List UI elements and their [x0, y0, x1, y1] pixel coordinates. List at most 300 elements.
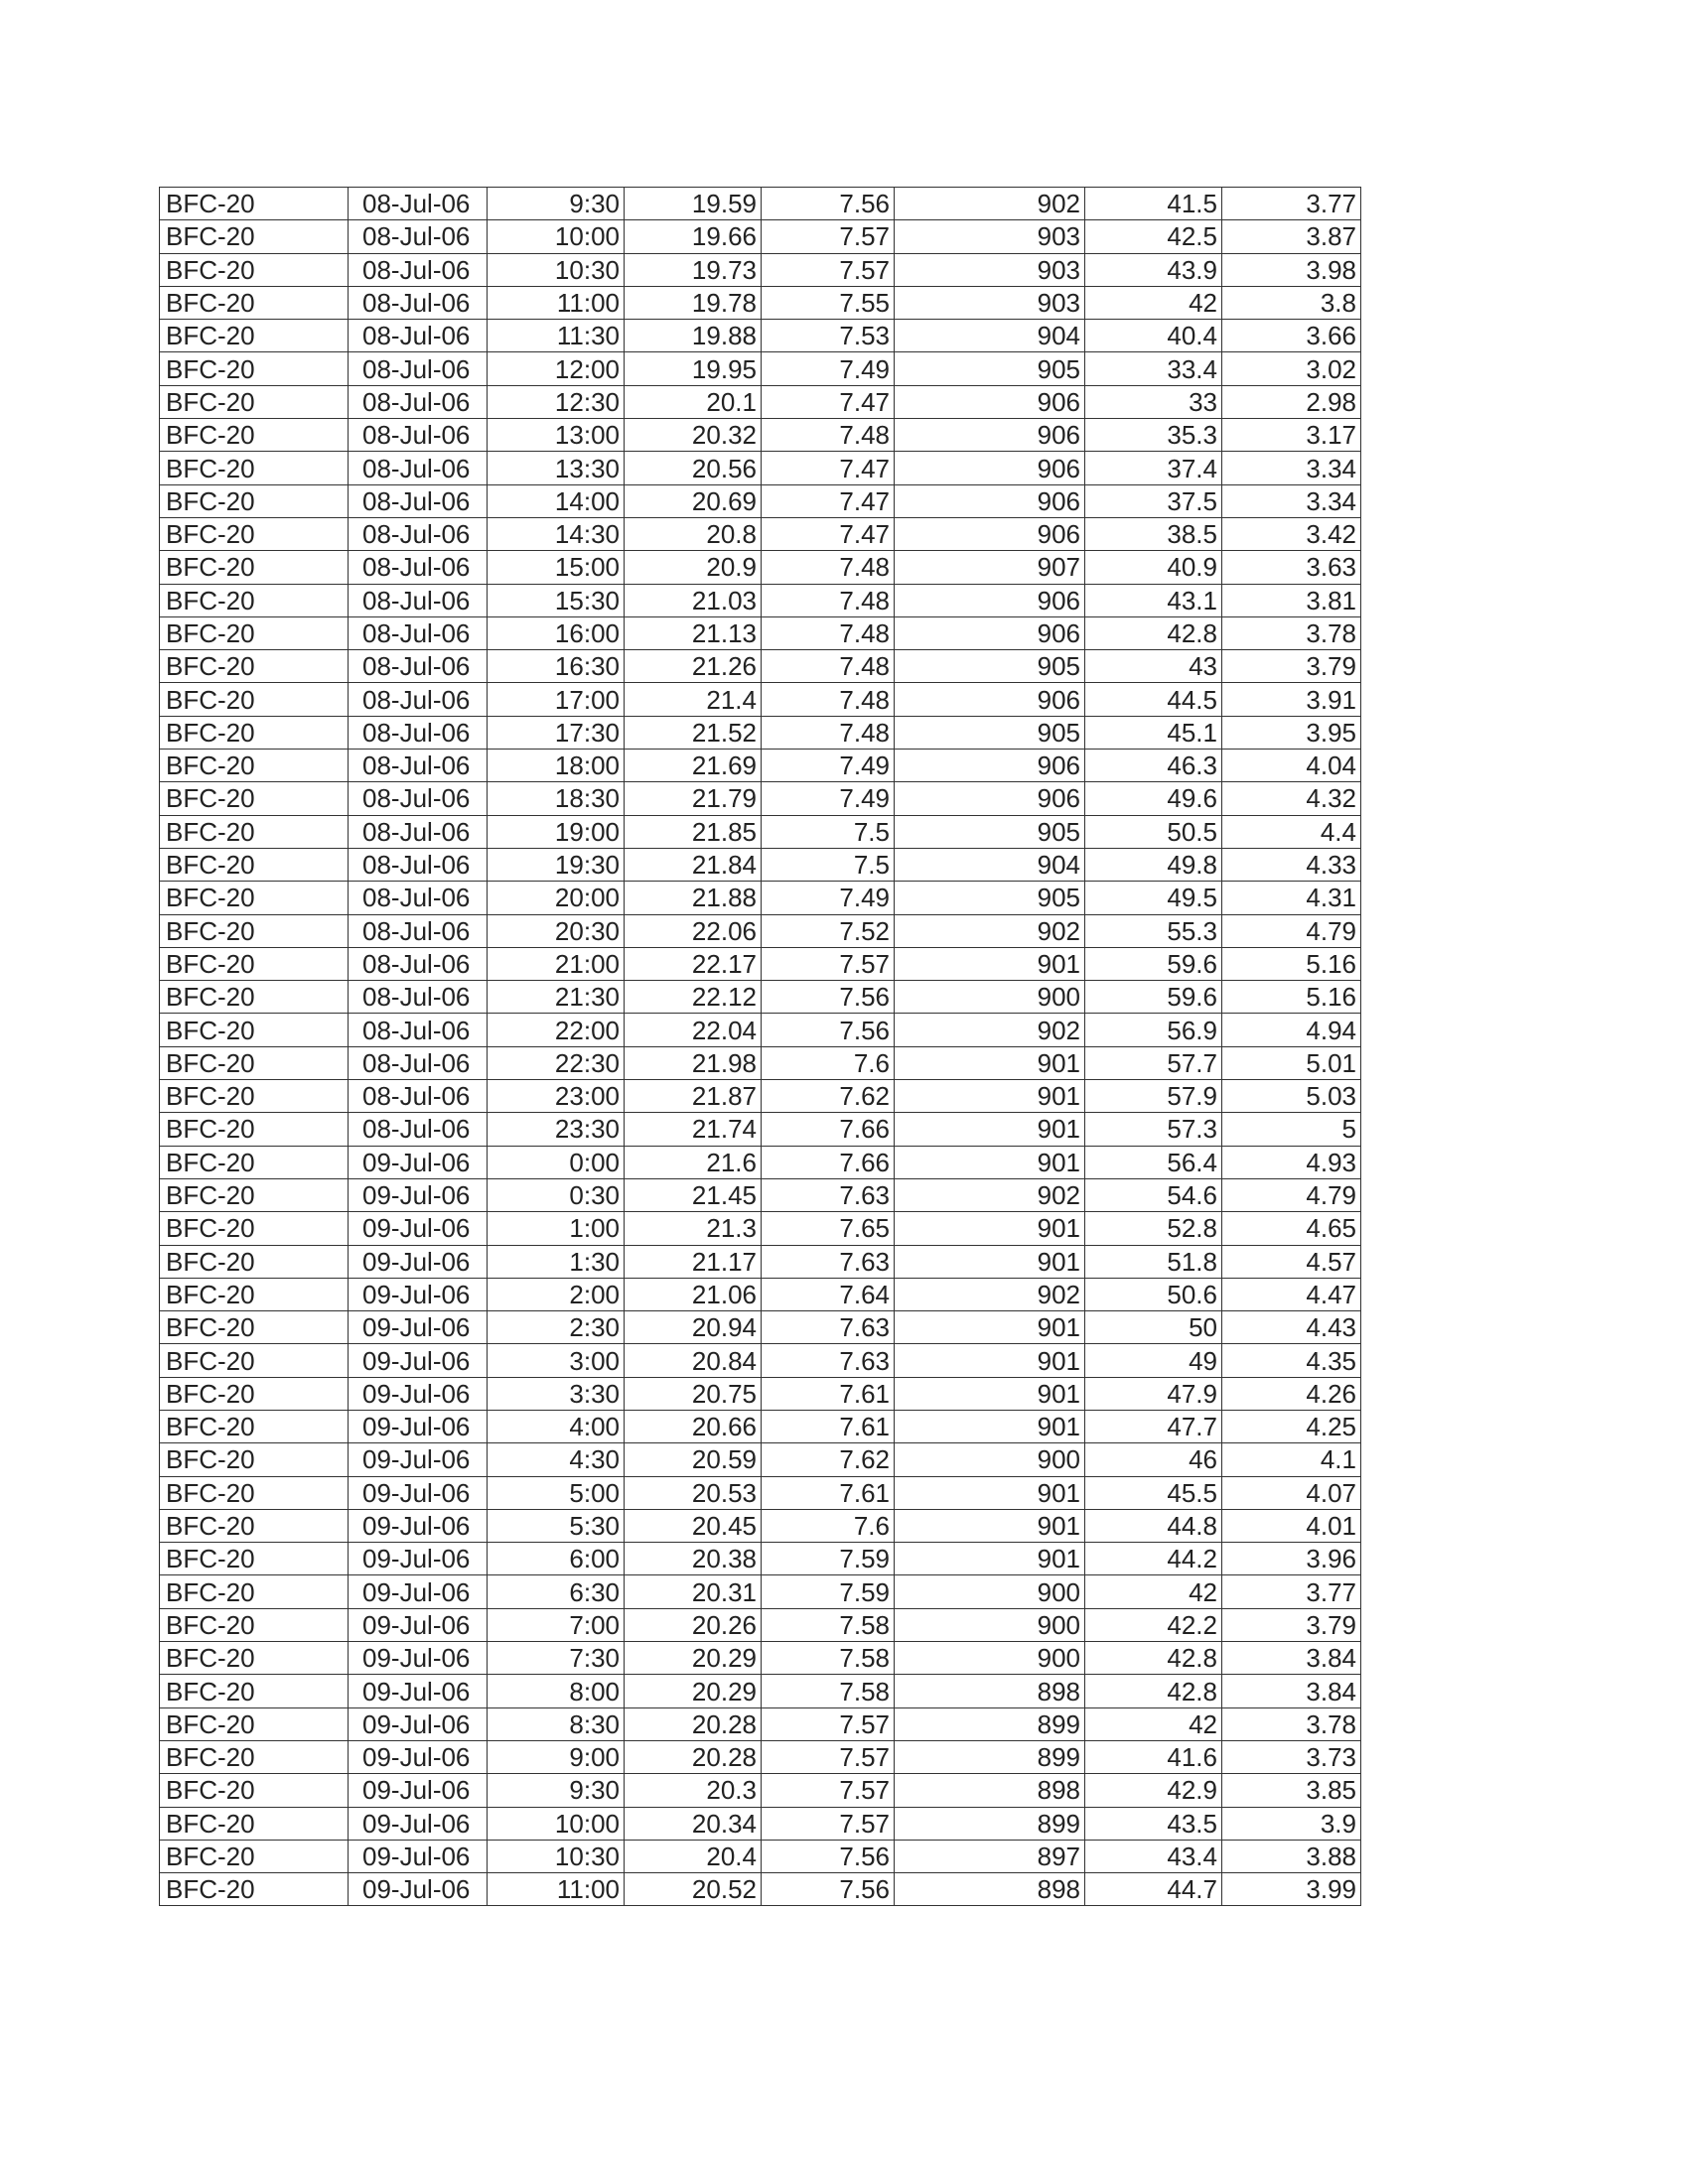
value3-cell: 901 [895, 947, 1085, 980]
value5-cell: 5 [1222, 1113, 1361, 1146]
time-cell: 4:30 [488, 1443, 625, 1476]
value2-cell: 7.57 [762, 947, 895, 980]
value5-cell: 5.03 [1222, 1080, 1361, 1113]
value3-cell: 906 [895, 452, 1085, 484]
value3-cell: 904 [895, 848, 1085, 881]
table-row [160, 848, 1361, 881]
date-cell: 08-Jul-06 [349, 914, 488, 947]
value4-cell: 56.9 [1085, 1014, 1222, 1046]
table-row [160, 1014, 1361, 1046]
value1-cell: 20.52 [625, 1873, 762, 1906]
time-cell: 17:30 [488, 716, 625, 749]
value1-cell: 20.9 [625, 551, 762, 584]
value3-cell: 907 [895, 551, 1085, 584]
value2-cell: 7.63 [762, 1245, 895, 1278]
value2-cell: 7.61 [762, 1476, 895, 1509]
value4-cell: 41.6 [1085, 1740, 1222, 1773]
time-cell: 22:30 [488, 1046, 625, 1079]
value3-cell: 898 [895, 1873, 1085, 1906]
time-cell: 18:30 [488, 782, 625, 815]
table-row [160, 1046, 1361, 1079]
value3-cell: 906 [895, 616, 1085, 649]
date-cell: 08-Jul-06 [349, 716, 488, 749]
time-cell: 10:00 [488, 1807, 625, 1840]
value4-cell: 43.9 [1085, 253, 1222, 286]
date-cell: 08-Jul-06 [349, 385, 488, 418]
value2-cell: 7.65 [762, 1212, 895, 1245]
value3-cell: 900 [895, 1642, 1085, 1675]
table-row [160, 750, 1361, 782]
time-cell: 1:00 [488, 1212, 625, 1245]
date-cell: 09-Jul-06 [349, 1344, 488, 1377]
value4-cell: 42.8 [1085, 616, 1222, 649]
date-cell: 08-Jul-06 [349, 484, 488, 517]
value4-cell: 49.6 [1085, 782, 1222, 815]
value5-cell: 4.94 [1222, 1014, 1361, 1046]
table-row [160, 517, 1361, 550]
date-cell: 09-Jul-06 [349, 1212, 488, 1245]
date-cell: 08-Jul-06 [349, 551, 488, 584]
site-id-cell: BFC-20 [160, 716, 349, 749]
value5-cell: 3.02 [1222, 352, 1361, 385]
value3-cell: 898 [895, 1774, 1085, 1807]
site-id-cell: BFC-20 [160, 1278, 349, 1310]
table-row [160, 452, 1361, 484]
site-id-cell: BFC-20 [160, 320, 349, 352]
date-cell: 09-Jul-06 [349, 1509, 488, 1542]
site-id-cell: BFC-20 [160, 1642, 349, 1675]
value2-cell: 7.57 [762, 1740, 895, 1773]
value1-cell: 20.1 [625, 385, 762, 418]
value1-cell: 20.59 [625, 1443, 762, 1476]
value4-cell: 42.5 [1085, 220, 1222, 253]
site-id-cell: BFC-20 [160, 1675, 349, 1707]
value4-cell: 59.6 [1085, 947, 1222, 980]
value5-cell: 3.85 [1222, 1774, 1361, 1807]
value5-cell: 4.31 [1222, 882, 1361, 914]
site-id-cell: BFC-20 [160, 1608, 349, 1641]
value5-cell: 3.99 [1222, 1873, 1361, 1906]
value3-cell: 901 [895, 1311, 1085, 1344]
value2-cell: 7.57 [762, 253, 895, 286]
value1-cell: 21.69 [625, 750, 762, 782]
date-cell: 08-Jul-06 [349, 584, 488, 616]
time-cell: 16:30 [488, 650, 625, 683]
value4-cell: 54.6 [1085, 1178, 1222, 1211]
value1-cell: 20.31 [625, 1575, 762, 1608]
value5-cell: 4.79 [1222, 914, 1361, 947]
value3-cell: 902 [895, 188, 1085, 220]
value5-cell: 3.9 [1222, 1807, 1361, 1840]
value1-cell: 20.75 [625, 1377, 762, 1410]
time-cell: 11:00 [488, 1873, 625, 1906]
value5-cell: 3.8 [1222, 286, 1361, 319]
time-cell: 23:00 [488, 1080, 625, 1113]
value3-cell: 903 [895, 220, 1085, 253]
value5-cell: 3.79 [1222, 650, 1361, 683]
value5-cell: 3.77 [1222, 1575, 1361, 1608]
value4-cell: 50 [1085, 1311, 1222, 1344]
value4-cell: 47.7 [1085, 1410, 1222, 1442]
value4-cell: 37.4 [1085, 452, 1222, 484]
value3-cell: 901 [895, 1245, 1085, 1278]
time-cell: 8:00 [488, 1675, 625, 1707]
date-cell: 09-Jul-06 [349, 1245, 488, 1278]
site-id-cell: BFC-20 [160, 1212, 349, 1245]
value5-cell: 4.43 [1222, 1311, 1361, 1344]
time-cell: 12:00 [488, 352, 625, 385]
site-id-cell: BFC-20 [160, 1410, 349, 1442]
table-row [160, 716, 1361, 749]
time-cell: 15:00 [488, 551, 625, 584]
value2-cell: 7.57 [762, 1807, 895, 1840]
site-id-cell: BFC-20 [160, 1113, 349, 1146]
value5-cell: 3.63 [1222, 551, 1361, 584]
site-id-cell: BFC-20 [160, 253, 349, 286]
value3-cell: 906 [895, 750, 1085, 782]
value4-cell: 42 [1085, 1575, 1222, 1608]
time-cell: 21:30 [488, 981, 625, 1014]
value4-cell: 56.4 [1085, 1146, 1222, 1178]
site-id-cell: BFC-20 [160, 1740, 349, 1773]
value4-cell: 42 [1085, 286, 1222, 319]
value1-cell: 20.32 [625, 419, 762, 452]
value1-cell: 21.26 [625, 650, 762, 683]
value3-cell: 901 [895, 1080, 1085, 1113]
site-id-cell: BFC-20 [160, 683, 349, 716]
value1-cell: 20.94 [625, 1311, 762, 1344]
value3-cell: 901 [895, 1212, 1085, 1245]
table-row [160, 551, 1361, 584]
value4-cell: 45.5 [1085, 1476, 1222, 1509]
table-row [160, 1377, 1361, 1410]
site-id-cell: BFC-20 [160, 782, 349, 815]
site-id-cell: BFC-20 [160, 352, 349, 385]
data-table [159, 187, 1361, 1906]
value3-cell: 900 [895, 1575, 1085, 1608]
date-cell: 08-Jul-06 [349, 286, 488, 319]
value4-cell: 50.6 [1085, 1278, 1222, 1310]
table-row [160, 1509, 1361, 1542]
value5-cell: 3.95 [1222, 716, 1361, 749]
site-id-cell: BFC-20 [160, 1245, 349, 1278]
value2-cell: 7.53 [762, 320, 895, 352]
table-row [160, 419, 1361, 452]
table-row [160, 1178, 1361, 1211]
value1-cell: 20.28 [625, 1740, 762, 1773]
time-cell: 20:30 [488, 914, 625, 947]
table-row [160, 584, 1361, 616]
table-row [160, 1873, 1361, 1906]
value4-cell: 35.3 [1085, 419, 1222, 452]
value4-cell: 38.5 [1085, 517, 1222, 550]
site-id-cell: BFC-20 [160, 286, 349, 319]
value3-cell: 902 [895, 914, 1085, 947]
date-cell: 08-Jul-06 [349, 188, 488, 220]
value4-cell: 40.9 [1085, 551, 1222, 584]
value2-cell: 7.5 [762, 848, 895, 881]
value2-cell: 7.66 [762, 1113, 895, 1146]
value1-cell: 21.85 [625, 815, 762, 848]
time-cell: 11:00 [488, 286, 625, 319]
value4-cell: 49.5 [1085, 882, 1222, 914]
value4-cell: 49 [1085, 1344, 1222, 1377]
value2-cell: 7.48 [762, 716, 895, 749]
value4-cell: 57.9 [1085, 1080, 1222, 1113]
date-cell: 08-Jul-06 [349, 253, 488, 286]
date-cell: 09-Jul-06 [349, 1873, 488, 1906]
table-row [160, 1278, 1361, 1310]
value2-cell: 7.56 [762, 981, 895, 1014]
time-cell: 11:30 [488, 320, 625, 352]
table-row [160, 815, 1361, 848]
value5-cell: 4.1 [1222, 1443, 1361, 1476]
site-id-cell: BFC-20 [160, 188, 349, 220]
value3-cell: 899 [895, 1807, 1085, 1840]
site-id-cell: BFC-20 [160, 1046, 349, 1079]
value1-cell: 21.74 [625, 1113, 762, 1146]
value5-cell: 4.07 [1222, 1476, 1361, 1509]
date-cell: 09-Jul-06 [349, 1377, 488, 1410]
value3-cell: 901 [895, 1146, 1085, 1178]
value4-cell: 46.3 [1085, 750, 1222, 782]
value2-cell: 7.62 [762, 1080, 895, 1113]
time-cell: 18:00 [488, 750, 625, 782]
value5-cell: 4.26 [1222, 1377, 1361, 1410]
value5-cell: 4.4 [1222, 815, 1361, 848]
value4-cell: 45.1 [1085, 716, 1222, 749]
time-cell: 13:00 [488, 419, 625, 452]
table-row [160, 981, 1361, 1014]
site-id-cell: BFC-20 [160, 1774, 349, 1807]
value5-cell: 3.84 [1222, 1642, 1361, 1675]
value3-cell: 902 [895, 1014, 1085, 1046]
date-cell: 08-Jul-06 [349, 320, 488, 352]
value1-cell: 21.79 [625, 782, 762, 815]
value1-cell: 21.98 [625, 1046, 762, 1079]
value1-cell: 19.66 [625, 220, 762, 253]
value4-cell: 42 [1085, 1707, 1222, 1740]
value5-cell: 3.78 [1222, 1707, 1361, 1740]
site-id-cell: BFC-20 [160, 1178, 349, 1211]
value2-cell: 7.63 [762, 1178, 895, 1211]
value5-cell: 3.34 [1222, 452, 1361, 484]
table-row [160, 1344, 1361, 1377]
value3-cell: 906 [895, 517, 1085, 550]
time-cell: 9:30 [488, 188, 625, 220]
table-row [160, 650, 1361, 683]
value2-cell: 7.56 [762, 188, 895, 220]
time-cell: 6:00 [488, 1543, 625, 1575]
time-cell: 12:30 [488, 385, 625, 418]
value3-cell: 902 [895, 1278, 1085, 1310]
table-row [160, 1608, 1361, 1641]
table-row [160, 1807, 1361, 1840]
value5-cell: 3.17 [1222, 419, 1361, 452]
site-id-cell: BFC-20 [160, 882, 349, 914]
value5-cell: 4.47 [1222, 1278, 1361, 1310]
value5-cell: 3.96 [1222, 1543, 1361, 1575]
value4-cell: 43 [1085, 650, 1222, 683]
table-row [160, 320, 1361, 352]
value1-cell: 20.69 [625, 484, 762, 517]
table-row [160, 385, 1361, 418]
table-row [160, 1675, 1361, 1707]
value5-cell: 4.25 [1222, 1410, 1361, 1442]
value3-cell: 899 [895, 1707, 1085, 1740]
time-cell: 14:00 [488, 484, 625, 517]
table-row [160, 1113, 1361, 1146]
value5-cell: 5.01 [1222, 1046, 1361, 1079]
value1-cell: 19.59 [625, 188, 762, 220]
date-cell: 08-Jul-06 [349, 750, 488, 782]
value3-cell: 904 [895, 320, 1085, 352]
date-cell: 08-Jul-06 [349, 220, 488, 253]
value2-cell: 7.49 [762, 882, 895, 914]
value2-cell: 7.64 [762, 1278, 895, 1310]
date-cell: 09-Jul-06 [349, 1476, 488, 1509]
value1-cell: 20.29 [625, 1642, 762, 1675]
site-id-cell: BFC-20 [160, 419, 349, 452]
time-cell: 4:00 [488, 1410, 625, 1442]
value1-cell: 20.4 [625, 1840, 762, 1872]
value5-cell: 4.79 [1222, 1178, 1361, 1211]
date-cell: 08-Jul-06 [349, 616, 488, 649]
table-row [160, 782, 1361, 815]
value3-cell: 901 [895, 1046, 1085, 1079]
date-cell: 08-Jul-06 [349, 815, 488, 848]
value4-cell: 55.3 [1085, 914, 1222, 947]
value2-cell: 7.57 [762, 220, 895, 253]
value4-cell: 43.5 [1085, 1807, 1222, 1840]
time-cell: 20:00 [488, 882, 625, 914]
time-cell: 21:00 [488, 947, 625, 980]
value2-cell: 7.49 [762, 352, 895, 385]
value5-cell: 3.78 [1222, 616, 1361, 649]
value5-cell: 3.34 [1222, 484, 1361, 517]
value2-cell: 7.59 [762, 1575, 895, 1608]
table-row [160, 1740, 1361, 1773]
date-cell: 09-Jul-06 [349, 1675, 488, 1707]
value1-cell: 19.73 [625, 253, 762, 286]
date-cell: 08-Jul-06 [349, 981, 488, 1014]
time-cell: 7:30 [488, 1642, 625, 1675]
table-row [160, 484, 1361, 517]
date-cell: 09-Jul-06 [349, 1807, 488, 1840]
value3-cell: 906 [895, 419, 1085, 452]
site-id-cell: BFC-20 [160, 616, 349, 649]
table-row [160, 1410, 1361, 1442]
time-cell: 5:30 [488, 1509, 625, 1542]
value1-cell: 20.3 [625, 1774, 762, 1807]
value4-cell: 33 [1085, 385, 1222, 418]
time-cell: 19:00 [488, 815, 625, 848]
table-row [160, 1840, 1361, 1872]
date-cell: 08-Jul-06 [349, 848, 488, 881]
value5-cell: 3.77 [1222, 188, 1361, 220]
value5-cell: 4.04 [1222, 750, 1361, 782]
value4-cell: 44.8 [1085, 1509, 1222, 1542]
value2-cell: 7.59 [762, 1543, 895, 1575]
value2-cell: 7.47 [762, 484, 895, 517]
table-row [160, 1212, 1361, 1245]
site-id-cell: BFC-20 [160, 1543, 349, 1575]
site-id-cell: BFC-20 [160, 1146, 349, 1178]
value2-cell: 7.47 [762, 385, 895, 418]
table-row [160, 947, 1361, 980]
value5-cell: 3.87 [1222, 220, 1361, 253]
value2-cell: 7.56 [762, 1873, 895, 1906]
site-id-cell: BFC-20 [160, 1807, 349, 1840]
value2-cell: 7.58 [762, 1675, 895, 1707]
time-cell: 0:30 [488, 1178, 625, 1211]
value5-cell: 5.16 [1222, 947, 1361, 980]
date-cell: 08-Jul-06 [349, 452, 488, 484]
value5-cell: 3.81 [1222, 584, 1361, 616]
value2-cell: 7.57 [762, 1707, 895, 1740]
value1-cell: 20.84 [625, 1344, 762, 1377]
value1-cell: 20.56 [625, 452, 762, 484]
value3-cell: 906 [895, 385, 1085, 418]
time-cell: 0:00 [488, 1146, 625, 1178]
value1-cell: 20.8 [625, 517, 762, 550]
table-row [160, 220, 1361, 253]
value4-cell: 44.2 [1085, 1543, 1222, 1575]
value3-cell: 906 [895, 484, 1085, 517]
table-body [160, 188, 1361, 1906]
value4-cell: 47.9 [1085, 1377, 1222, 1410]
site-id-cell: BFC-20 [160, 1707, 349, 1740]
date-cell: 09-Jul-06 [349, 1410, 488, 1442]
site-id-cell: BFC-20 [160, 584, 349, 616]
time-cell: 22:00 [488, 1014, 625, 1046]
date-cell: 09-Jul-06 [349, 1840, 488, 1872]
value3-cell: 900 [895, 1443, 1085, 1476]
value3-cell: 900 [895, 1608, 1085, 1641]
value2-cell: 7.61 [762, 1377, 895, 1410]
value2-cell: 7.61 [762, 1410, 895, 1442]
site-id-cell: BFC-20 [160, 981, 349, 1014]
value3-cell: 900 [895, 981, 1085, 1014]
value5-cell: 3.66 [1222, 320, 1361, 352]
date-cell: 08-Jul-06 [349, 1046, 488, 1079]
value5-cell: 4.33 [1222, 848, 1361, 881]
value5-cell: 5.16 [1222, 981, 1361, 1014]
time-cell: 8:30 [488, 1707, 625, 1740]
table-row [160, 1476, 1361, 1509]
time-cell: 10:30 [488, 1840, 625, 1872]
site-id-cell: BFC-20 [160, 1873, 349, 1906]
value5-cell: 3.98 [1222, 253, 1361, 286]
site-id-cell: BFC-20 [160, 1443, 349, 1476]
value5-cell: 3.88 [1222, 1840, 1361, 1872]
site-id-cell: BFC-20 [160, 1080, 349, 1113]
table-row [160, 1575, 1361, 1608]
date-cell: 09-Jul-06 [349, 1543, 488, 1575]
value5-cell: 3.73 [1222, 1740, 1361, 1773]
table-row [160, 1080, 1361, 1113]
time-cell: 13:30 [488, 452, 625, 484]
value3-cell: 902 [895, 1178, 1085, 1211]
table-row [160, 616, 1361, 649]
value2-cell: 7.63 [762, 1344, 895, 1377]
value2-cell: 7.5 [762, 815, 895, 848]
value3-cell: 903 [895, 286, 1085, 319]
value5-cell: 4.57 [1222, 1245, 1361, 1278]
value3-cell: 906 [895, 584, 1085, 616]
value2-cell: 7.6 [762, 1046, 895, 1079]
value3-cell: 906 [895, 683, 1085, 716]
